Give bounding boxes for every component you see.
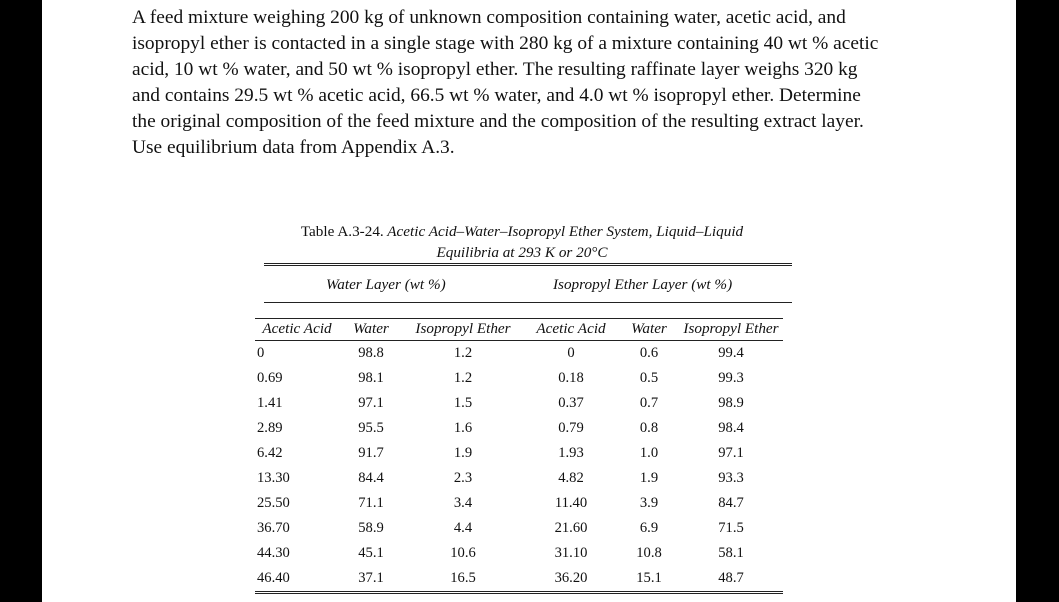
table-cell: 0.37 — [558, 395, 584, 411]
column-header: Water — [339, 319, 403, 341]
table-cell: 6.42 — [257, 445, 283, 461]
table-row — [255, 341, 783, 367]
table-cell: 98.8 — [358, 345, 384, 361]
table-row — [255, 441, 783, 466]
column-header: Water — [619, 319, 679, 341]
table-cell: 15.1 — [619, 566, 679, 593]
table-cell: 44.30 — [257, 545, 290, 561]
caption-title: Acetic Acid–Water–Isopropyl Ether System, Liquid–Liquid — [387, 223, 744, 240]
table-cell: 16.5 — [403, 566, 523, 593]
table-row — [255, 366, 783, 391]
water-layer-group-label: Water Layer (wt %) — [326, 276, 446, 293]
table-cell: 13.30 — [257, 470, 290, 486]
table-cell: 0.7 — [639, 395, 659, 411]
table-cell: 0.6 — [639, 345, 659, 361]
table-cell: 58.1 — [718, 545, 744, 561]
table-cell: 97.1 — [358, 395, 384, 411]
problem-statement — [132, 5, 952, 161]
table-cell: 0.18 — [558, 370, 584, 386]
table-cell: 84.4 — [358, 470, 384, 486]
table-cell: 1.41 — [257, 395, 283, 411]
table-cell: 93.3 — [718, 470, 744, 486]
table-cell: 31.10 — [554, 545, 588, 561]
caption-line-2: Equilibria at 293 K or 20°C — [436, 244, 608, 261]
table-cell: 84.7 — [718, 495, 744, 511]
table-cell: 1.9 — [639, 470, 659, 486]
problem-line: and contains 29.5 wt % acetic acid, 66.5 wt % water, and 4.0 wt % isopropyl ether. Determine — [132, 85, 861, 106]
table-row — [255, 391, 783, 416]
problem-line: isopropyl ether is contacted in a single stage with 280 kg of a mixture containing 40 wt % acetic — [132, 33, 879, 54]
table-cell: 10.8 — [636, 545, 662, 561]
table-cell: 0.5 — [639, 370, 659, 386]
table-cell: 2.3 — [453, 470, 473, 486]
table-row — [255, 541, 783, 566]
table-cell: 1.5 — [453, 395, 473, 411]
table-cell: 1.2 — [453, 370, 473, 386]
table-cell: 91.7 — [358, 445, 384, 461]
table-row — [255, 416, 783, 441]
table-cell: 1.2 — [453, 345, 473, 361]
table-cell: 71.1 — [358, 495, 384, 511]
table-cell: 2.89 — [257, 420, 283, 436]
table-cell: 25.50 — [257, 495, 290, 511]
table-cell: 98.1 — [358, 370, 384, 386]
table-cell: 1.6 — [453, 420, 473, 436]
column-header: Acetic Acid — [255, 319, 339, 341]
table-row — [255, 566, 783, 593]
table-cell: 21.60 — [554, 520, 588, 536]
table-cell: 98.9 — [718, 395, 744, 411]
table-cell: 48.7 — [679, 566, 783, 593]
table-cell: 98.4 — [718, 420, 744, 436]
table-row — [255, 491, 783, 516]
table-cell: 46.40 — [255, 566, 339, 593]
document-page — [42, 0, 1016, 602]
column-group-header — [264, 263, 792, 303]
problem-line: A feed mixture weighing 200 kg of unknown composition containing water, acetic acid, and — [132, 7, 846, 28]
table-cell: 0.79 — [558, 420, 584, 436]
table-cell: 36.20 — [523, 566, 619, 593]
table-row — [255, 516, 783, 541]
problem-line: the original composition of the feed mixture and the composition of the resulting extract layer. — [132, 111, 864, 132]
table-cell: 1.93 — [558, 445, 584, 461]
table-cell: 10.6 — [450, 545, 476, 561]
table-cell: 58.9 — [358, 520, 384, 536]
ether-layer-group-label: Isopropyl Ether Layer (wt %) — [553, 276, 733, 293]
caption-line-1 — [242, 221, 802, 242]
problem-line: Use equilibrium data from Appendix A.3. — [132, 137, 455, 158]
table-cell: 0.8 — [639, 420, 659, 436]
equilibrium-table — [255, 318, 783, 594]
table-body — [255, 341, 783, 593]
table-cell: 11.40 — [554, 495, 588, 511]
table-cell: 71.5 — [718, 520, 744, 536]
column-header: Isopropyl Ether — [679, 319, 783, 341]
table-cell: 1.9 — [453, 445, 473, 461]
table-cell: 45.1 — [358, 545, 384, 561]
table-cell: 1.0 — [639, 445, 659, 461]
table-cell: 99.4 — [718, 345, 744, 361]
table-cell: 0 — [257, 345, 265, 361]
table-cell: 4.4 — [453, 520, 473, 536]
table-cell: 0.69 — [257, 370, 283, 386]
column-header: Isopropyl Ether — [403, 319, 523, 341]
table-cell: 95.5 — [358, 420, 384, 436]
table-cell: 3.4 — [453, 495, 473, 511]
table-caption — [242, 221, 802, 263]
table-header-row — [255, 319, 783, 341]
column-header: Acetic Acid — [523, 319, 619, 341]
table-cell: 0 — [567, 345, 575, 361]
caption-number: Table A.3-24. — [300, 223, 384, 240]
table-cell: 97.1 — [718, 445, 744, 461]
table-row — [255, 466, 783, 491]
table-cell: 99.3 — [718, 370, 744, 386]
table-cell: 37.1 — [339, 566, 403, 593]
table-cell: 3.9 — [639, 495, 659, 511]
table-cell: 6.9 — [639, 520, 659, 536]
table-cell: 36.70 — [257, 520, 290, 536]
problem-line: acid, 10 wt % water, and 50 wt % isopropyl ether. The resulting raffinate layer weighs 320 kg — [132, 59, 858, 80]
table-cell: 4.82 — [558, 470, 584, 486]
